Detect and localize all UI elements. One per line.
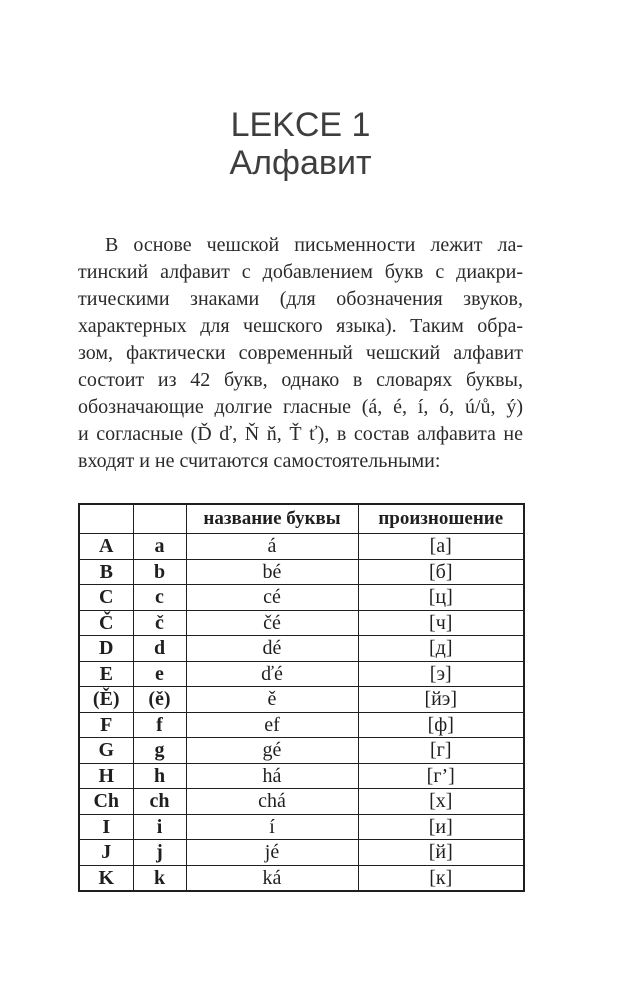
lesson-subtitle: Алфавит xyxy=(229,144,372,182)
alphabet-table-row xyxy=(79,840,524,866)
uppercase-letter-cell: B xyxy=(79,559,133,585)
alphabet-table-row xyxy=(79,687,524,713)
lowercase-letter-cell: b xyxy=(133,559,186,585)
letter-name-cell: í xyxy=(186,814,358,840)
alphabet-table-row xyxy=(79,636,524,662)
letter-name-cell: dé xyxy=(186,636,358,662)
letter-name-cell: cé xyxy=(186,585,358,611)
pronunciation-cell: [ч] xyxy=(358,610,524,636)
letter-name-cell: ef xyxy=(186,712,358,738)
paragraph-line: зом, фактически современный чешский алфавит xyxy=(78,342,523,364)
alphabet-table xyxy=(78,503,525,892)
uppercase-letter-cell: C xyxy=(79,585,133,611)
pronunciation-cell: [э] xyxy=(358,661,524,687)
alphabet-table-row xyxy=(79,661,524,687)
uppercase-letter-cell: H xyxy=(79,763,133,789)
pronunciation-cell: [ф] xyxy=(358,712,524,738)
alphabet-table-row xyxy=(79,865,524,891)
pronunciation-column-header: произношение xyxy=(358,504,524,534)
uppercase-letter-cell: Č xyxy=(79,610,133,636)
letter-name-cell: á xyxy=(186,534,358,560)
pronunciation-cell: [ц] xyxy=(358,585,524,611)
lowercase-letter-cell: i xyxy=(133,814,186,840)
uppercase-letter-cell: A xyxy=(79,534,133,560)
pronunciation-cell: [к] xyxy=(358,865,524,891)
uppercase-letter-cell: I xyxy=(79,814,133,840)
lowercase-letter-cell: a xyxy=(133,534,186,560)
pronunciation-cell: [г] xyxy=(358,738,524,764)
pronunciation-cell: [и] xyxy=(358,814,524,840)
paragraph-line: обозначающие долгие гласные (á, é, í, ó, ú/ů, ý) xyxy=(78,396,523,418)
uppercase-letter-column-header xyxy=(79,504,133,534)
letter-name-cell: há xyxy=(186,763,358,789)
pronunciation-cell: [х] xyxy=(358,789,524,815)
pronunciation-cell: [б] xyxy=(358,559,524,585)
lowercase-letter-cell: c xyxy=(133,585,186,611)
letter-name-cell: ě xyxy=(186,687,358,713)
paragraph-line: тинский алфавит с добавлением букв с диакри- xyxy=(78,261,523,283)
pronunciation-cell: [й] xyxy=(358,840,524,866)
pronunciation-cell: [йэ] xyxy=(358,687,524,713)
lowercase-letter-cell: h xyxy=(133,763,186,789)
alphabet-table-row xyxy=(79,814,524,840)
alphabet-table-row xyxy=(79,789,524,815)
letter-name-cell: ďé xyxy=(186,661,358,687)
pronunciation-cell: [д] xyxy=(358,636,524,662)
alphabet-table-row xyxy=(79,763,524,789)
letter-name-cell: jé xyxy=(186,840,358,866)
lowercase-letter-cell: k xyxy=(133,865,186,891)
lowercase-letter-column-header xyxy=(133,504,186,534)
uppercase-letter-cell: K xyxy=(79,865,133,891)
lowercase-letter-cell: (ě) xyxy=(133,687,186,713)
lowercase-letter-cell: e xyxy=(133,661,186,687)
uppercase-letter-cell: E xyxy=(79,661,133,687)
letter-name-column-header: название буквы xyxy=(186,504,358,534)
uppercase-letter-cell: D xyxy=(79,636,133,662)
alphabet-table-row xyxy=(79,585,524,611)
lowercase-letter-cell: j xyxy=(133,840,186,866)
alphabet-table-row xyxy=(79,559,524,585)
intro-paragraph xyxy=(78,232,523,475)
alphabet-table-row xyxy=(79,534,524,560)
uppercase-letter-cell: F xyxy=(79,712,133,738)
letter-name-cell: čé xyxy=(186,610,358,636)
paragraph-line: В основе чешской письменности лежит ла- xyxy=(105,234,523,256)
pronunciation-cell: [г’] xyxy=(358,763,524,789)
uppercase-letter-cell: G xyxy=(79,738,133,764)
letter-name-cell: bé xyxy=(186,559,358,585)
paragraph-line: характерных для чешского языка). Таким обра- xyxy=(78,315,523,337)
uppercase-letter-cell: Ch xyxy=(79,789,133,815)
alphabet-table-row xyxy=(79,712,524,738)
lowercase-letter-cell: ch xyxy=(133,789,186,815)
lowercase-letter-cell: f xyxy=(133,712,186,738)
letter-name-cell: ká xyxy=(186,865,358,891)
alphabet-table-row xyxy=(79,738,524,764)
lowercase-letter-cell: č xyxy=(133,610,186,636)
paragraph-line: тическими знаками (для обозначения звуков, xyxy=(78,288,523,310)
paragraph-line: и согласные (Ď ď, Ň ň, Ť ť), в состав алфавита не xyxy=(78,423,523,445)
lowercase-letter-cell: d xyxy=(133,636,186,662)
letter-name-cell: gé xyxy=(186,738,358,764)
uppercase-letter-cell: J xyxy=(79,840,133,866)
lowercase-letter-cell: g xyxy=(133,738,186,764)
paragraph-line: состоит из 42 букв, однако в словарях буквы, xyxy=(78,369,523,391)
uppercase-letter-cell: (Ě) xyxy=(79,687,133,713)
paragraph-line: входят и не считаются самостоятельными: xyxy=(78,450,441,472)
letter-name-cell: chá xyxy=(186,789,358,815)
alphabet-table-row xyxy=(79,610,524,636)
alphabet-table-header-row xyxy=(79,504,524,534)
chapter-heading xyxy=(78,106,523,182)
pronunciation-cell: [а] xyxy=(358,534,524,560)
lesson-number-title: LEKCE 1 xyxy=(230,106,371,144)
